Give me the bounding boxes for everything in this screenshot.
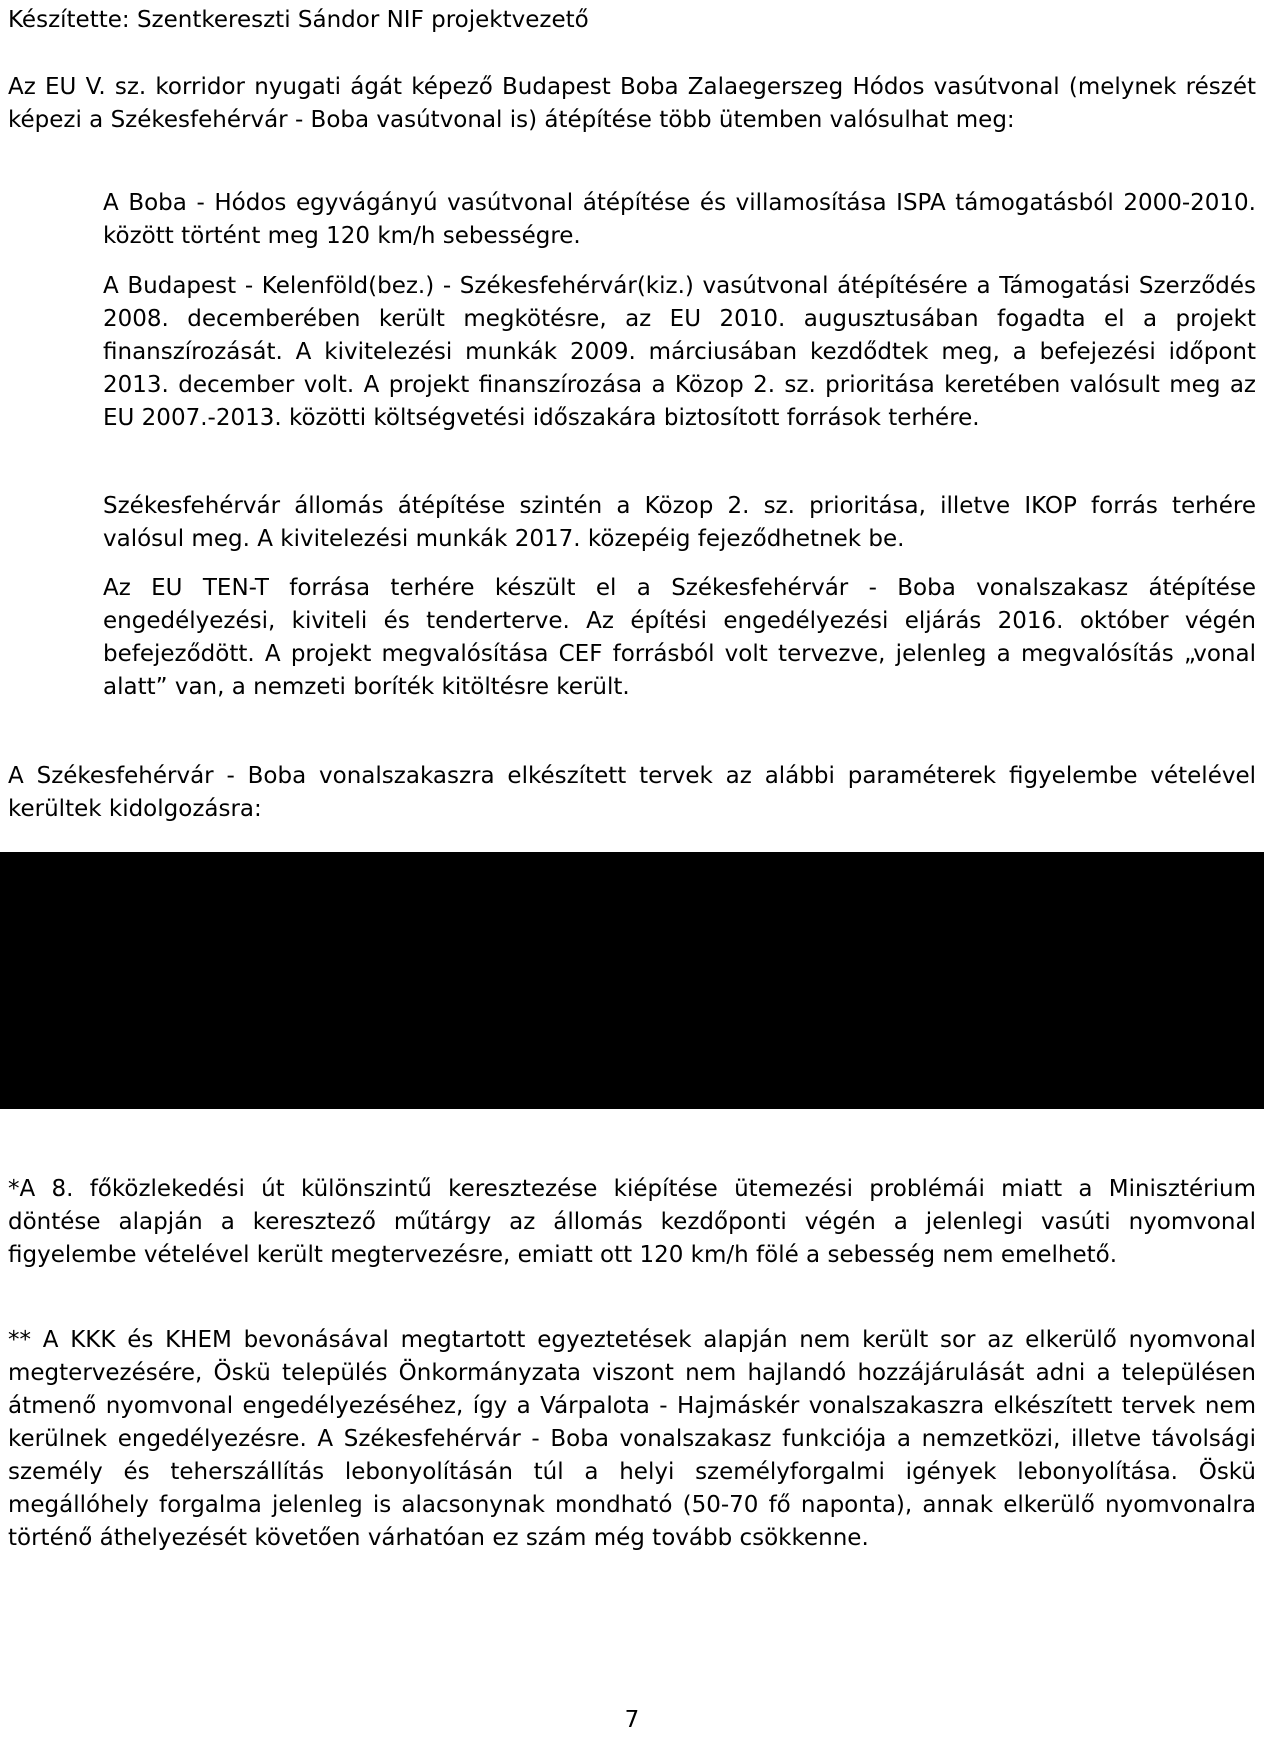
item-budapest-kelenfold: A Budapest - Kelenföld(bez.) - Székesfehérvár(kiz.) vasútvonal átépítésére a Támogatási Szerződés 2008. decemberében került megkötésre, az EU 2010. augusztusában fogadta el a projekt finanszírozását. A kivitelezési munkák 2009. márciusában kezdődtek meg, a befejezési időpont 2013. december volt. A projekt finanszírozása a Közop 2. sz. prioritása keretében valósult meg az EU 2007.-2013. közötti költségvetési időszakára biztosított források terhére. bbox=[103, 273, 1256, 431]
author-header: Készítette: Szentkereszti Sándor NIF projektvezető bbox=[8, 7, 589, 33]
footnote-2: ** A KKK és KHEM bevonásával megtartott egyeztetések alapján nem került sor az elkerülő nyomvonal megtervezésére, Öskü település Önkormányzata viszont nem hajlandó hozzájárulását adni a településen átmenő nyomvonal engedélyezéséhez, így a Várpalota - Hajmáskér vonalszakaszra elkészített tervek nem kerülnek engedélyezésre. A Székesfehérvár - Boba vonalszakasz funkciója a nemzetközi, illetve távolsági személy és teherszállítás lebonyolításán túl a helyi személyforgalmi igények lebonyolítása. Öskü megállóhely forgalma jelenleg is alacsonynak mondható (50-70 fő naponta), annak elkerülő nyomvonalra történő áthelyezését követően várhatóan ez szám még tovább csökkenne. bbox=[8, 1327, 1256, 1551]
item-szekesfehervar-station: Székesfehérvár állomás átépítése szintén a Közop 2. sz. prioritása, illetve IKOP forrás terhére valósul meg. A kivitelezési munkák 2017. közepéig fejeződhetnek be. bbox=[103, 493, 1256, 552]
item-boba-hodos: A Boba - Hódos egyvágányú vasútvonal átépítése és villamosítása ISPA támogatásból 2000-2010. között történt meg 120 km/h sebességre. bbox=[103, 190, 1256, 249]
item-ten-t: Az EU TEN-T forrása terhére készült el a Székesfehérvár - Boba vonalszakasz átépítése engedélyezési, kiviteli és tenderterve. Az építési engedélyezési eljárás 2016. október végén befejeződött. A projekt megvalósítása CEF forrásból volt tervezve, jelenleg a megvalósítás „vonal alatt” van, a nemzeti boríték kitöltésre került. bbox=[103, 575, 1256, 700]
intro-paragraph: Az EU V. sz. korridor nyugati ágát képező Budapest Boba Zalaegerszeg Hódos vasútvonal (melynek részét képezi a Székesfehérvár - Boba vasútvonal is) átépítése több ütemben valósulhat meg: bbox=[8, 74, 1256, 133]
footnote-1: *A 8. főközlekedési út különszintű keresztezése kiépítése ütemezési problémái miatt a Minisztérium döntése alapján a keresztező műtárgy az állomás kezdőponti végén a jelenlegi vasúti nyomvonal figyelembe vételével került megtervezésre, emiatt ott 120 km/h fölé a sebesség nem emelhető. bbox=[8, 1176, 1256, 1268]
redacted-block bbox=[0, 852, 1264, 1109]
params-intro-paragraph: A Székesfehérvár - Boba vonalszakaszra elkészített tervek az alábbi paraméterek figyelembe vételével kerültek kidolgozásra: bbox=[8, 763, 1256, 822]
page-number: 7 bbox=[624, 1707, 640, 1733]
